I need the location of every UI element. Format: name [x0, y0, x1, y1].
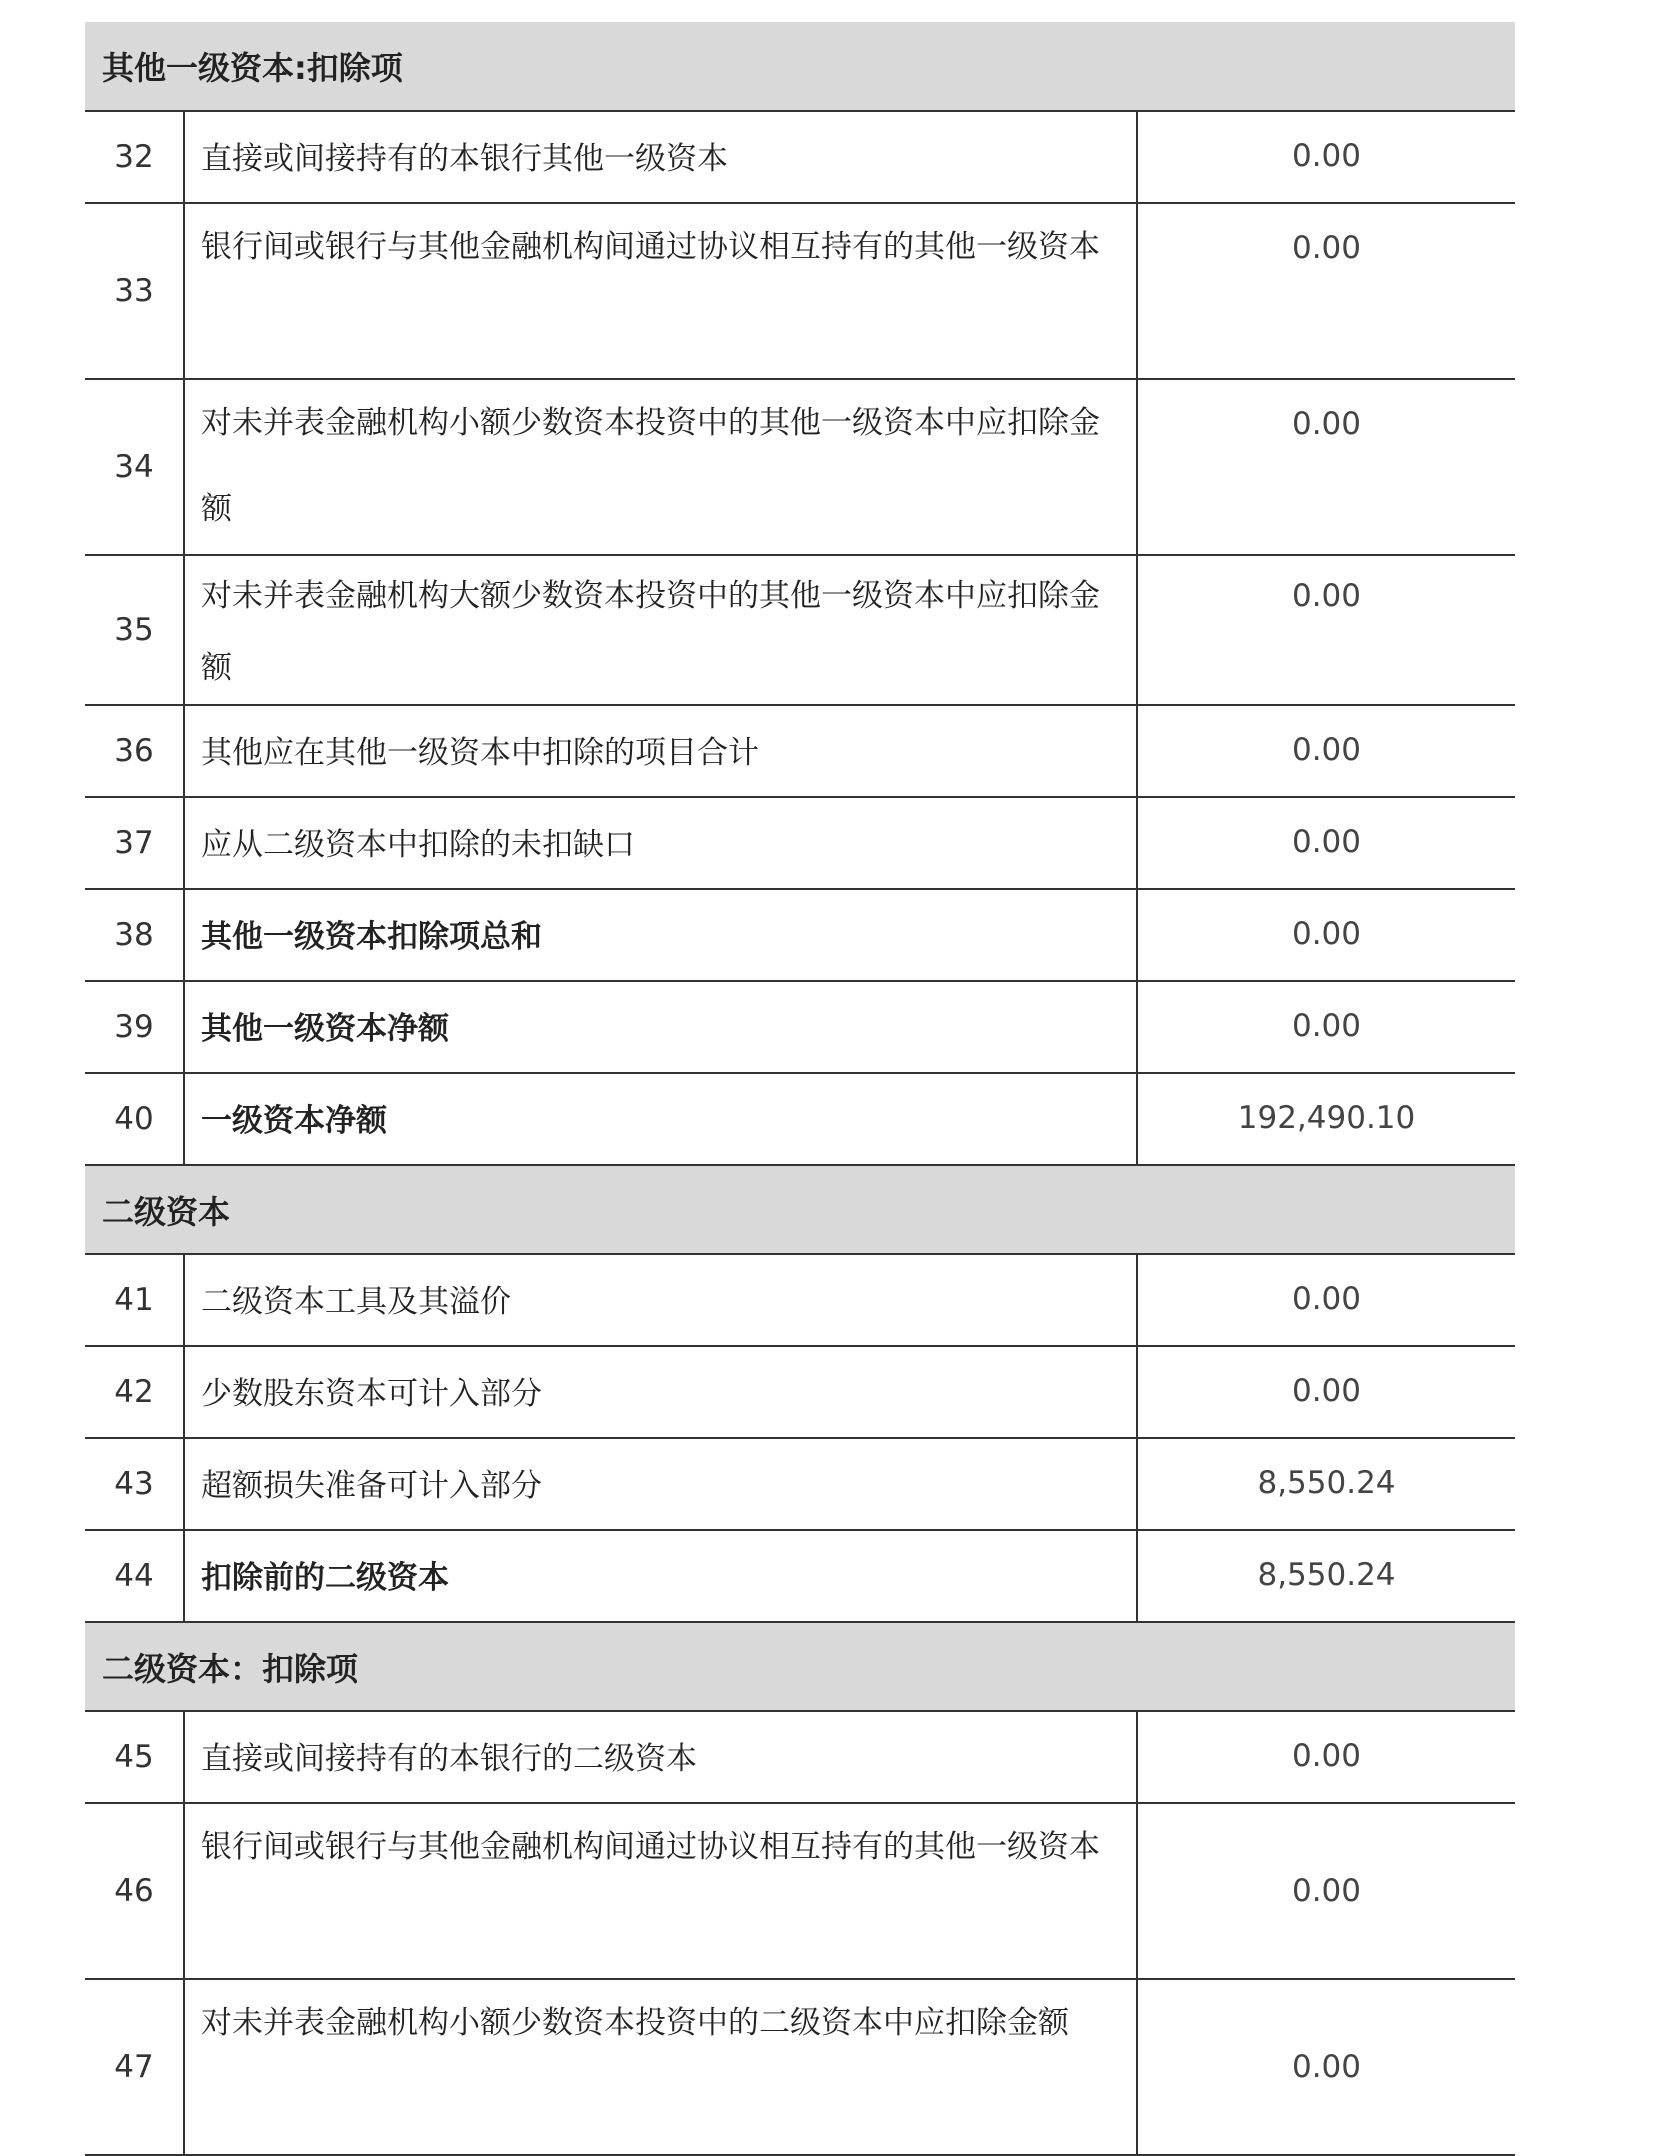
row-number: 40 [85, 1073, 184, 1165]
row-value: 0.00 [1137, 797, 1515, 889]
row-number: 36 [85, 705, 184, 797]
row-number: 44 [85, 1530, 184, 1622]
row-value: 0.00 [1137, 555, 1515, 705]
table-row [85, 111, 1515, 203]
row-value: 8,550.24 [1137, 1530, 1515, 1622]
row-number: 46 [85, 1803, 184, 1979]
row-value: 0.00 [1137, 889, 1515, 981]
table-row [85, 1438, 1515, 1530]
row-number: 34 [85, 379, 184, 555]
row-item-label: 直接或间接持有的本银行的二级资本 [184, 1711, 1137, 1803]
row-value: 0.00 [1137, 379, 1515, 555]
table-row [85, 1711, 1515, 1803]
table-row [85, 1979, 1515, 2155]
row-value: 0.00 [1137, 1803, 1515, 1979]
row-number: 37 [85, 797, 184, 889]
row-item-label: 其他应在其他一级资本中扣除的项目合计 [184, 705, 1137, 797]
row-item-label: 一级资本净额 [184, 1073, 1137, 1165]
table-row [85, 203, 1515, 379]
capital-table-page [85, 22, 1515, 2156]
table-row [85, 1073, 1515, 1165]
table-row [85, 797, 1515, 889]
row-item-label: 对未并表金融机构小额少数资本投资中的其他一级资本中应扣除金额 [184, 379, 1137, 555]
row-value: 0.00 [1137, 1346, 1515, 1438]
table-row [85, 889, 1515, 981]
table-row [85, 555, 1515, 705]
row-value: 0.00 [1137, 1254, 1515, 1346]
row-number: 41 [85, 1254, 184, 1346]
row-value: 0.00 [1137, 981, 1515, 1073]
row-number: 39 [85, 981, 184, 1073]
row-value: 192,490.10 [1137, 1073, 1515, 1165]
row-item-label: 银行间或银行与其他金融机构间通过协议相互持有的其他一级资本 [184, 1803, 1137, 1979]
row-number: 35 [85, 555, 184, 705]
row-item-label: 少数股东资本可计入部分 [184, 1346, 1137, 1438]
row-value: 8,550.24 [1137, 1438, 1515, 1530]
row-number: 45 [85, 1711, 184, 1803]
row-item-label: 对未并表金融机构大额少数资本投资中的其他一级资本中应扣除金额 [184, 555, 1137, 705]
row-item-label: 应从二级资本中扣除的未扣缺口 [184, 797, 1137, 889]
row-value: 0.00 [1137, 111, 1515, 203]
table-row [85, 379, 1515, 555]
row-item-label: 扣除前的二级资本 [184, 1530, 1137, 1622]
section-title: 其他一级资本:扣除项 [85, 22, 1515, 111]
table-row [85, 1803, 1515, 1979]
row-value: 0.00 [1137, 1711, 1515, 1803]
section-header-row [85, 22, 1515, 111]
capital-composition-table [85, 22, 1515, 2156]
row-item-label: 其他一级资本扣除项总和 [184, 889, 1137, 981]
table-row [85, 1346, 1515, 1438]
row-number: 32 [85, 111, 184, 203]
section-title: 二级资本 [85, 1165, 1515, 1254]
row-item-label: 其他一级资本净额 [184, 981, 1137, 1073]
row-number: 33 [85, 203, 184, 379]
row-item-label: 超额损失准备可计入部分 [184, 1438, 1137, 1530]
row-number: 43 [85, 1438, 184, 1530]
table-row [85, 1530, 1515, 1622]
row-number: 47 [85, 1979, 184, 2155]
row-number: 38 [85, 889, 184, 981]
row-item-label: 二级资本工具及其溢价 [184, 1254, 1137, 1346]
row-item-label: 银行间或银行与其他金融机构间通过协议相互持有的其他一级资本 [184, 203, 1137, 379]
row-value: 0.00 [1137, 1979, 1515, 2155]
section-header-row [85, 1622, 1515, 1711]
table-row [85, 705, 1515, 797]
row-number: 42 [85, 1346, 184, 1438]
table-row [85, 1254, 1515, 1346]
section-title: 二级资本：扣除项 [85, 1622, 1515, 1711]
section-header-row [85, 1165, 1515, 1254]
row-value: 0.00 [1137, 203, 1515, 379]
row-value: 0.00 [1137, 705, 1515, 797]
table-row [85, 981, 1515, 1073]
row-item-label: 直接或间接持有的本银行其他一级资本 [184, 111, 1137, 203]
row-item-label: 对未并表金融机构小额少数资本投资中的二级资本中应扣除金额 [184, 1979, 1137, 2155]
